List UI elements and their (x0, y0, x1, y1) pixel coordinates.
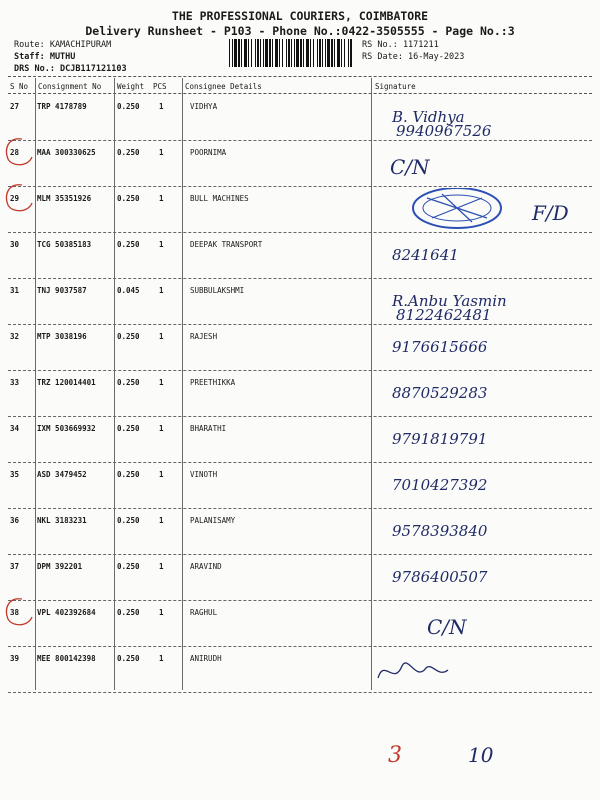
signature-area (372, 372, 597, 418)
row-sno: 31 (10, 286, 20, 295)
row-separator (8, 462, 592, 463)
runsheet-subtitle: Delivery Runsheet - P103 - Phone No.:0422-3505555 - Page No.:3 (85, 24, 515, 38)
row-sno: 28 (10, 148, 20, 157)
signature-text: 9786400507 (392, 568, 488, 586)
row-consignee: BHARATHI (190, 424, 227, 433)
header-separator (8, 76, 592, 77)
header-bottom-separator (8, 93, 592, 94)
table-row (0, 648, 600, 694)
table-row (0, 556, 600, 602)
row-weight: 0.250 (117, 102, 140, 111)
row-consignee: VIDHYA (190, 102, 218, 111)
circle-mark-icon (2, 595, 36, 629)
row-consignee: ANIRUDH (190, 654, 222, 663)
row-consignee: RAJESH (190, 332, 218, 341)
signature-area (372, 602, 597, 648)
row-consignee: PREETHIKKA (190, 378, 236, 387)
table-row (0, 234, 600, 280)
row-sno: 34 (10, 424, 20, 433)
row-sno: 32 (10, 332, 20, 341)
signature-area (372, 464, 597, 510)
row-separator (8, 278, 592, 279)
row-sno: 39 (10, 654, 20, 663)
row-consignee: RAGHUL (190, 608, 218, 617)
signature-area (372, 142, 597, 188)
route-label: Route: KAMACHIPURAM (14, 40, 112, 50)
row-pcs: 1 (159, 608, 164, 617)
row-weight: 0.250 (117, 516, 140, 525)
table-row (0, 142, 600, 188)
col-weight: Weight (117, 82, 145, 91)
row-consignee: POORNIMA (190, 148, 227, 157)
signature-area (372, 418, 597, 464)
row-pcs: 1 (159, 240, 164, 249)
signature-area (372, 556, 597, 602)
row-sno: 36 (10, 516, 20, 525)
col-sno: S No (10, 82, 29, 91)
table-row (0, 464, 600, 510)
signature-phone: 8122462481 (396, 306, 492, 324)
footer-mark-left: 3 (388, 743, 402, 768)
row-pcs: 1 (159, 470, 164, 479)
row-consignment: NKL 3183231 (37, 516, 87, 525)
signature-area (372, 648, 597, 694)
rs-date: RS Date: 16-May-2023 (362, 52, 465, 62)
row-pcs: 1 (159, 378, 164, 387)
table-row (0, 602, 600, 648)
row-consignee: SUBBULAKSHMI (190, 286, 245, 295)
table-row (0, 188, 600, 234)
row-sno: 27 (10, 102, 20, 111)
row-weight: 0.250 (117, 332, 140, 341)
row-consignee: PALANISAMY (190, 516, 236, 525)
signature-text: 8241641 (392, 246, 459, 264)
row-consignment: TRZ 120014401 (37, 378, 96, 387)
row-weight: 0.045 (117, 286, 140, 295)
company-title: THE PROFESSIONAL COURIERS, COIMBATORE (171, 9, 429, 23)
row-pcs: 1 (159, 286, 164, 295)
row-weight: 0.250 (117, 378, 140, 387)
signature-area (372, 188, 597, 234)
row-consignee: ARAVIND (190, 562, 222, 571)
circle-mark-icon (2, 135, 36, 169)
row-weight: 0.250 (117, 470, 140, 479)
row-weight: 0.250 (117, 654, 140, 663)
row-consignment: MEE 800142398 (37, 654, 96, 663)
row-separator (8, 554, 592, 555)
row-weight: 0.250 (117, 424, 140, 433)
row-separator (8, 600, 592, 601)
row-pcs: 1 (159, 194, 164, 203)
row-pcs: 1 (159, 148, 164, 157)
signature-phone: 9940967526 (396, 122, 492, 140)
col-pcs: PCS (153, 82, 167, 91)
row-consignee: VINOTH (190, 470, 218, 479)
row-consignment: MLM 35351926 (37, 194, 92, 203)
row-separator (8, 324, 592, 325)
signature-area (372, 510, 597, 556)
row-sno: 30 (10, 240, 20, 249)
signature-text: 9578393840 (392, 522, 488, 540)
row-consignment: TRP 4178789 (37, 102, 87, 111)
row-weight: 0.250 (117, 608, 140, 617)
footer-mark-right: 10 (468, 743, 494, 767)
signature-text: R.Anbu Yasmin (392, 292, 507, 310)
staff-label: Staff: MUTHU (14, 52, 76, 62)
row-weight: 0.250 (117, 194, 140, 203)
table-row (0, 418, 600, 464)
signature-text: 9176615666 (392, 338, 488, 356)
table-row (0, 372, 600, 418)
row-separator (8, 646, 592, 647)
signature-text: 8870529283 (392, 384, 488, 402)
signature-area (372, 96, 597, 142)
signature-text: C/N (427, 615, 467, 639)
table-row (0, 96, 600, 142)
footer-area (0, 690, 600, 800)
rs-number: RS No.: 1171211 (362, 40, 439, 50)
row-consignment: IXM 503669932 (37, 424, 96, 433)
row-pcs: 1 (159, 562, 164, 571)
table-row (0, 326, 600, 372)
signature-text: C/N (390, 155, 430, 179)
row-pcs: 1 (159, 516, 164, 525)
row-pcs: 1 (159, 332, 164, 341)
row-sno: 29 (10, 194, 20, 203)
row-separator (8, 370, 592, 371)
signature-text: 9791819791 (392, 430, 488, 448)
row-consignment: VPL 402392684 (37, 608, 96, 617)
row-separator (8, 140, 592, 141)
row-consignment: DPM 392201 (37, 562, 83, 571)
row-consignee: DEEPAK TRANSPORT (190, 240, 263, 249)
barcode-icon (229, 39, 353, 67)
row-weight: 0.250 (117, 148, 140, 157)
col-signature: Signature (375, 82, 416, 91)
row-consignment: TCG 50385183 (37, 240, 92, 249)
row-pcs: 1 (159, 654, 164, 663)
table-row (0, 280, 600, 326)
signature-area (372, 326, 597, 372)
row-consignment: TNJ 9037587 (37, 286, 87, 295)
row-pcs: 1 (159, 424, 164, 433)
row-consignment: ASD 3479452 (37, 470, 87, 479)
signature-area (372, 234, 597, 280)
signature-text: B. Vidhya (392, 108, 465, 126)
row-sno: 35 (10, 470, 20, 479)
row-separator (8, 416, 592, 417)
row-consignment: MAA 300330625 (37, 148, 96, 157)
signature-text: 7010427392 (392, 476, 488, 494)
row-sno: 37 (10, 562, 20, 571)
row-sno: 38 (10, 608, 20, 617)
col-consignment: Consignment No (38, 82, 102, 91)
circle-mark-icon (2, 181, 36, 215)
row-consignment: MTP 3038196 (37, 332, 87, 341)
drs-number: DRS No.: DCJB117121103 (14, 64, 127, 74)
row-weight: 0.250 (117, 240, 140, 249)
table-row (0, 510, 600, 556)
signature-area (372, 280, 597, 326)
signature-text: F/D (532, 201, 569, 225)
row-pcs: 1 (159, 102, 164, 111)
row-separator (8, 186, 592, 187)
col-consignee: Consignee Details (185, 82, 262, 91)
row-consignee: BULL MACHINES (190, 194, 249, 203)
row-weight: 0.250 (117, 562, 140, 571)
row-separator (8, 508, 592, 509)
row-separator (8, 232, 592, 233)
row-sno: 33 (10, 378, 20, 387)
